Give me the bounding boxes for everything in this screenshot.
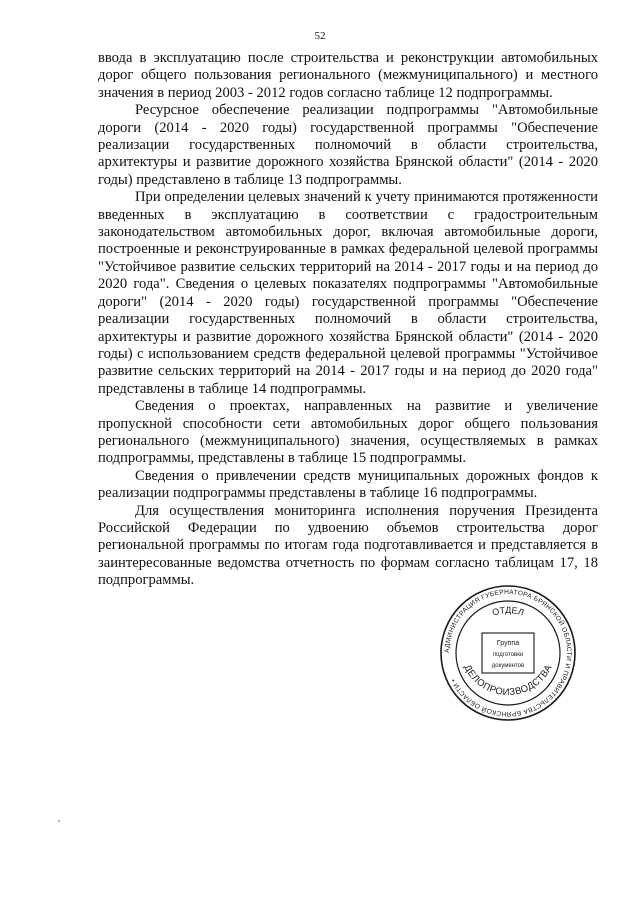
stamp-inner-top-text: ОТДЕЛ xyxy=(490,604,526,618)
page-number: 52 xyxy=(314,30,326,42)
stamp-box-line-2: подготовки xyxy=(492,652,524,658)
paragraph-3: При определении целевых значений к учету принимаются протяженности введенных в эксплуатацию в соответствии с градостроительным законодательством автомобильных дорог, включая автомобильные дороги, построенные и реконструированные в рамках федеральной целевой программы "Устойчивое развитие сельских территорий на 2014 - 2017 годы и на период до 2020 года". Сведения о целевых показателях подпрограммы "Автомобильные дороги" (2014 - 2020 годы) государственной программы "Обеспечение реализации государственных полномочий в области строительства, архитектуры и развитие дорожного хозяйства Брянской области" (2014 - 2020 годы) с использованием средств федеральной целевой программы "Устойчивое развитие сельских территорий на 2014 - 2017 годы и на период до 2020 года" представлены в таблице 14 подпрограммы. xyxy=(98,189,598,397)
body-text xyxy=(98,50,598,590)
paragraph-5: Сведения о привлечении средств муниципальных дорожных фондов к реализации подпрограммы представлены в таблице 16 подпрограммы. xyxy=(98,467,598,502)
paragraph-2: Ресурсное обеспечение реализации подпрограммы "Автомобильные дороги (2014 - 2020 годы) государственной программы "Обеспечение реализации государственных полномочий в области строительства, архитектуры и развитие дорожного хозяйства Брянской области" (2014 - 2020 годы) представлено в таблице 13 подпрограммы. xyxy=(98,102,598,188)
stamp-box-line-3: документов xyxy=(491,663,525,669)
svg-text:ОТДЕЛ xyxy=(491,605,525,618)
stamp-inner-bottom-text: ДЕЛОПРОИЗВОДСТВА xyxy=(461,662,555,699)
stamp-outer-text: АДМИНИСТРАЦИЯ ГУБЕРНАТОРА БРЯНСКОЙ ОБЛАСТИ И ПРАВИТЕЛЬСТВА БРЯНСКОЙ ОБЛАСТИ • xyxy=(443,588,573,718)
stamp-graphic xyxy=(438,583,578,723)
office-stamp xyxy=(438,583,578,723)
paragraph-4: Сведения о проектах, направленных на развитие и увеличение пропускной способности сети автомобильных дорог общего пользования регионального (межмуниципального) значения, осуществляемых в рамках подпрограммы, представлены в таблице 15 подпрограммы. xyxy=(98,398,598,467)
paragraph-6: Для осуществления мониторинга исполнения поручения Президента Российской Федерации по удвоению объемов строительства дорог региональной программы по итогам года подготавливается и представляется в заинтересованные ведомства отчетность по формам согласно таблицам 17, 18 подпрограммы. xyxy=(98,502,598,589)
paragraph-1: ввода в эксплуатацию после строительства и реконструкции автомобильных дорог общего пользования регионального (межмуниципального) и местного значения в период 2003 - 2012 годов согласно таблице 12 подпрограммы. xyxy=(98,50,598,101)
stamp-box-line-1: Группа xyxy=(496,640,520,647)
scan-speck xyxy=(58,820,60,822)
